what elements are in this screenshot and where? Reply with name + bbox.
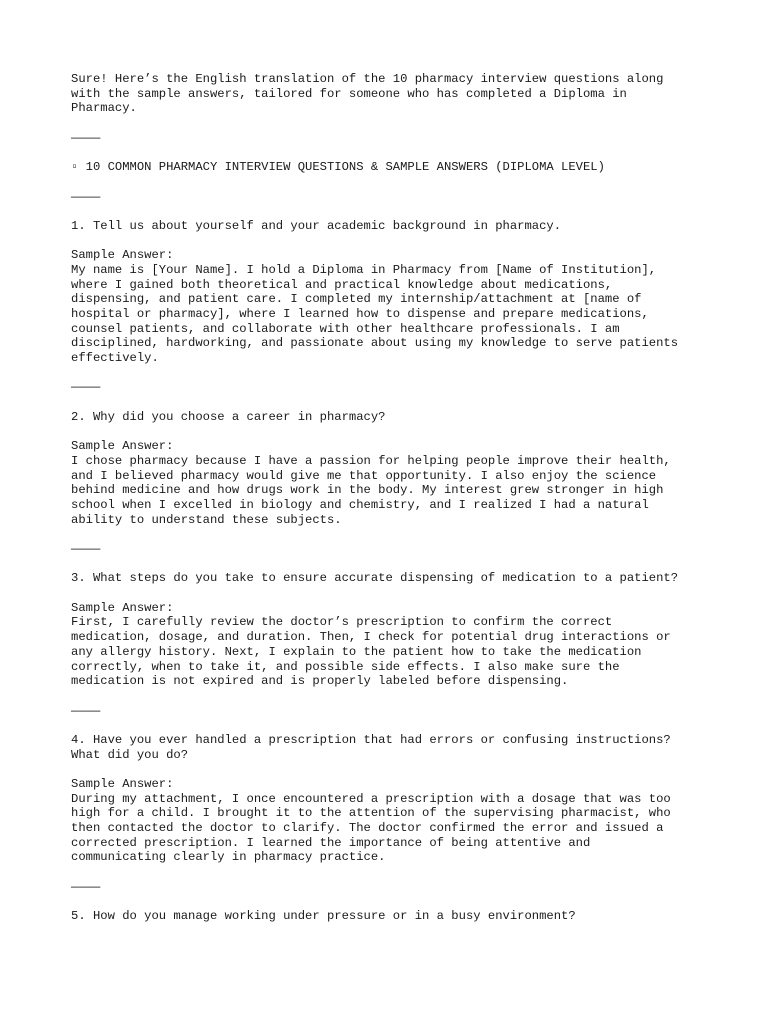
question-3: 3. What steps do you take to ensure accurate dispensing of medication to a patient? [71,571,679,586]
answer-3-line: correctly, when to take it, and possible side effects. I also make sure the [71,659,620,674]
answer-3-line: First, I carefully review the doctor’s prescription to confirm the correct [71,615,613,630]
answer-1-line: disciplined, hardworking, and passionate about using my knowledge to serve patients [71,336,679,351]
answer-2-line: I chose pharmacy because I have a passion for helping people improve their health, [71,453,671,468]
intro-line: with the sample answers, tailored for someone who has completed a Diploma in [71,86,627,101]
sample-answer-label: Sample Answer: [71,439,174,454]
horizontal-rule: ———— [71,703,101,718]
question-5: 5. How do you manage working under pressure or in a busy environment? [71,909,576,924]
document-heading: ▫ 10 COMMON PHARMACY INTERVIEW QUESTIONS & SAMPLE ANSWERS (DIPLOMA LEVEL) [71,160,605,175]
answer-1-line: effectively. [71,351,159,366]
document-page [71,72,711,924]
answer-4-line: high for a child. I brought it to the attention of the supervising pharmacist, who [71,806,671,821]
answer-1-line: My name is [Your Name]. I hold a Diploma in Pharmacy from [Name of Institution], [71,262,657,277]
answer-4-line: communicating clearly in pharmacy practice. [71,850,386,865]
horizontal-rule: ———— [71,542,101,556]
horizontal-rule: ———— [71,130,101,145]
answer-4-line: then contacted the doctor to clarify. The doctor confirmed the error and issued a [71,821,664,836]
answer-2-line: ability to understand these subjects. [71,512,342,527]
answer-2-line: and I believed pharmacy would give me that opportunity. I also enjoy the science [71,468,657,483]
answer-1-line: hospital or pharmacy], where I learned how to dispense and prepare medications, [71,307,649,321]
answer-4-line: During my attachment, I once encountered a prescription with a dosage that was too [71,791,671,806]
answer-2-line: school when I excelled in biology and chemistry, and I realized I had a natural [71,497,649,512]
answer-3-line: medication is not expired and is properly labeled before dispensing. [71,674,569,689]
question-4: What did you do? [71,747,189,762]
sample-answer-label: Sample Answer: [71,777,174,791]
answer-2-line: behind medicine and how drugs work in the body. My interest grew stronger in high [71,483,664,498]
horizontal-rule: ———— [71,879,101,894]
answer-1-line: counsel patients, and collaborate with other healthcare professionals. I am [71,321,620,336]
intro-line: Sure! Here’s the English translation of the 10 pharmacy interview questions along [71,72,664,86]
question-2: 2. Why did you choose a career in pharmacy? [71,409,386,424]
question-4: 4. Have you ever handled a prescription that had errors or confusing instructions? [71,732,671,747]
horizontal-rule: ———— [71,380,101,395]
sample-answer-label: Sample Answer: [71,600,174,615]
horizontal-rule: ———— [71,189,101,204]
intro-line: Pharmacy. [71,101,137,116]
sample-answer-label: Sample Answer: [71,248,174,263]
answer-4-line: corrected prescription. I learned the importance of being attentive and [71,835,591,850]
answer-1-line: where I gained both theoretical and practical knowledge about medications, [71,277,613,292]
answer-3-line: medication, dosage, and duration. Then, I check for potential drug interactions or [71,630,671,645]
question-1: 1. Tell us about yourself and your academic background in pharmacy. [71,218,562,233]
answer-3-line: any allergy history. Next, I explain to the patient how to take the medication [71,644,642,659]
answer-1-line: dispensing, and patient care. I completed my internship/attachment at [name of [71,292,642,307]
